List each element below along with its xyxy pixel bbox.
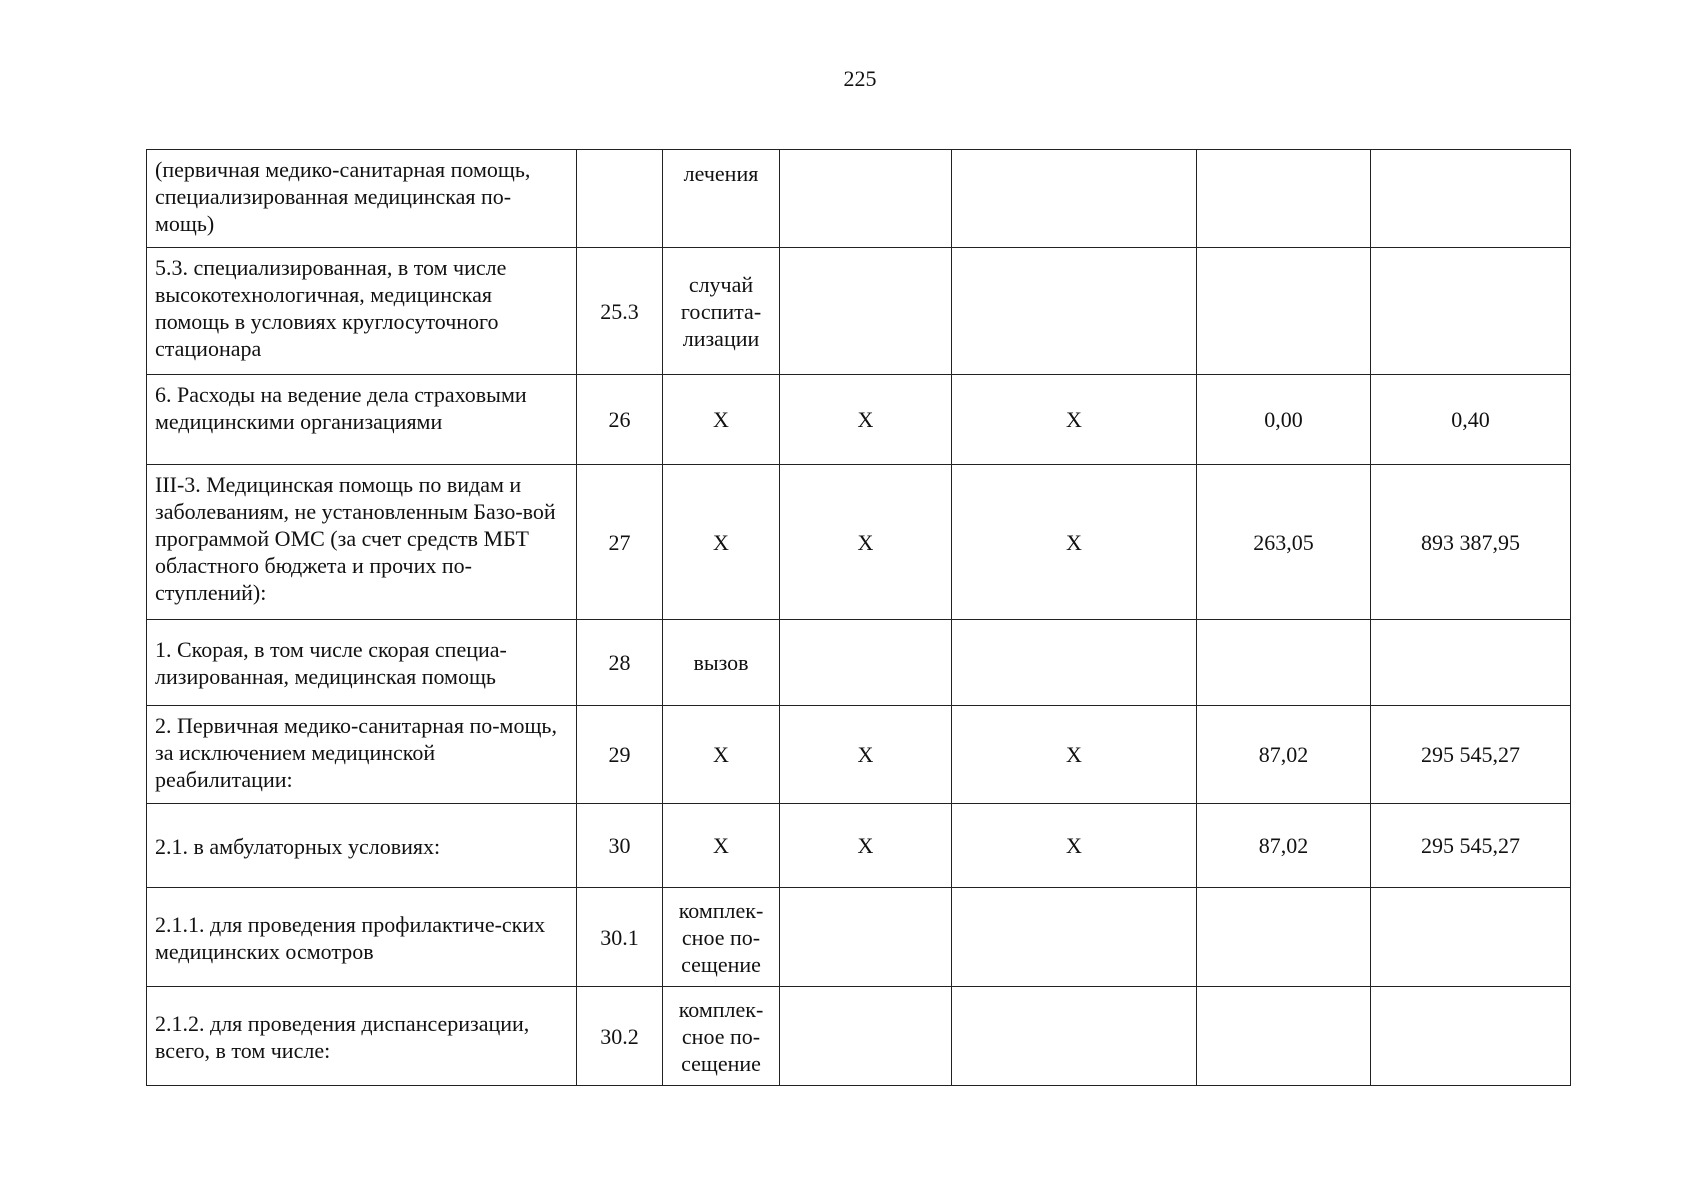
row-value-cell [952, 620, 1197, 706]
row-value-cell: 0,00 [1197, 375, 1371, 465]
row-value-cell [952, 150, 1197, 248]
row-code-cell: 26 [577, 375, 663, 465]
row-unit-cell: X [663, 375, 780, 465]
row-name-cell: (первичная медико-санитарная помощь, специализированная медицинская по-мощь) [147, 150, 577, 248]
row-value-cell: 295 545,27 [1371, 804, 1571, 888]
table-row [147, 706, 1571, 804]
row-name-cell: 2.1. в амбулаторных условиях: [147, 804, 577, 888]
row-code-cell: 30.2 [577, 987, 663, 1086]
row-code-cell: 29 [577, 706, 663, 804]
row-value-cell [780, 888, 952, 987]
row-name-cell: III-3. Медицинская помощь по видам и заболеваниям, не установленным Базо-вой программой ОМС (за счет средств МБТ областного бюджета и прочих по-ступлений): [147, 465, 577, 620]
row-name-cell: 6. Расходы на ведение дела страховыми медицинскими организациями [147, 375, 577, 465]
row-unit-cell: комплек-сное по-сещение [663, 888, 780, 987]
data-table [146, 149, 1571, 1086]
row-value-cell: X [780, 804, 952, 888]
row-code-cell: 30 [577, 804, 663, 888]
row-name-cell: 1. Скорая, в том числе скорая специа-лизированная, медицинская помощь [147, 620, 577, 706]
table-row [147, 804, 1571, 888]
row-value-cell [1197, 888, 1371, 987]
row-unit-cell: лечения [663, 150, 780, 248]
table-row [147, 375, 1571, 465]
row-value-cell: 87,02 [1197, 706, 1371, 804]
row-unit-cell: X [663, 804, 780, 888]
row-unit-cell: вызов [663, 620, 780, 706]
row-value-cell [1371, 248, 1571, 375]
row-value-cell: X [952, 465, 1197, 620]
row-value-cell: 295 545,27 [1371, 706, 1571, 804]
table-row [147, 248, 1571, 375]
row-value-cell [1371, 150, 1571, 248]
row-value-cell: X [780, 706, 952, 804]
row-value-cell [780, 620, 952, 706]
row-name-cell: 5.3. специализированная, в том числе высокотехнологичная, медицинская помощь в условиях круглосуточного стационара [147, 248, 577, 375]
row-value-cell: 893 387,95 [1371, 465, 1571, 620]
table-row [147, 888, 1571, 987]
row-value-cell [1197, 150, 1371, 248]
row-value-cell [1197, 620, 1371, 706]
row-value-cell: 0,40 [1371, 375, 1571, 465]
row-unit-cell: X [663, 706, 780, 804]
row-code-cell: 28 [577, 620, 663, 706]
row-code-cell: 27 [577, 465, 663, 620]
row-value-cell [1371, 888, 1571, 987]
row-name-cell: 2.1.1. для проведения профилактиче-ских медицинских осмотров [147, 888, 577, 987]
row-value-cell [952, 888, 1197, 987]
row-value-cell [780, 987, 952, 1086]
row-unit-cell: случай госпита-лизации [663, 248, 780, 375]
row-value-cell [1197, 248, 1371, 375]
row-value-cell: X [952, 706, 1197, 804]
row-name-cell: 2. Первичная медико-санитарная по-мощь, за исключением медицинской реабилитации: [147, 706, 577, 804]
table-row [147, 150, 1571, 248]
table-row [147, 465, 1571, 620]
row-value-cell: X [780, 375, 952, 465]
row-unit-cell: комплек-сное по-сещение [663, 987, 780, 1086]
table-row [147, 620, 1571, 706]
row-code-cell: 25.3 [577, 248, 663, 375]
row-value-cell: 263,05 [1197, 465, 1371, 620]
row-name-cell: 2.1.2. для проведения диспансеризации, всего, в том числе: [147, 987, 577, 1086]
table-row [147, 987, 1571, 1086]
row-value-cell [1197, 987, 1371, 1086]
row-value-cell [1371, 987, 1571, 1086]
row-value-cell [780, 248, 952, 375]
row-code-cell: 30.1 [577, 888, 663, 987]
row-value-cell: X [952, 375, 1197, 465]
row-value-cell: 87,02 [1197, 804, 1371, 888]
row-code-cell [577, 150, 663, 248]
row-value-cell [952, 987, 1197, 1086]
row-value-cell: X [952, 804, 1197, 888]
row-value-cell [1371, 620, 1571, 706]
page-number: 225 [843, 66, 877, 91]
row-unit-cell: X [663, 465, 780, 620]
row-value-cell: X [780, 465, 952, 620]
row-value-cell [952, 248, 1197, 375]
row-value-cell [780, 150, 952, 248]
